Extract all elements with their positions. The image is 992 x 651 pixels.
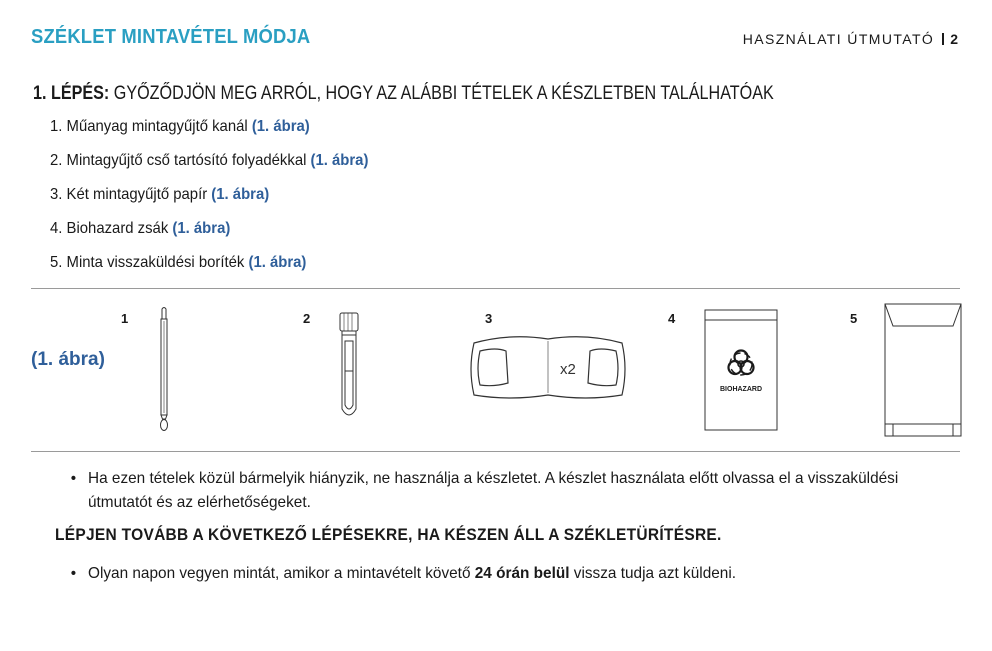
divider-top bbox=[31, 288, 960, 289]
paper-icon bbox=[462, 329, 634, 405]
figure-ref: (1. ábra) bbox=[251, 118, 310, 135]
biohazard-bag-icon bbox=[703, 308, 779, 432]
list-item bbox=[50, 252, 368, 286]
list-item bbox=[50, 150, 368, 184]
figure-number: 4 bbox=[668, 311, 676, 326]
kit-item-list bbox=[50, 116, 392, 286]
bullet-text-before: Olyan napon vegyen mintát, amikor a mintavételt követő bbox=[88, 565, 475, 582]
figure-number: 1 bbox=[121, 311, 129, 326]
item-text: 4. Biohazard zsák bbox=[50, 220, 173, 237]
step-label: 1. LÉPÉS: bbox=[33, 83, 110, 104]
step-title bbox=[33, 83, 774, 105]
list-item bbox=[50, 218, 368, 252]
section-title: SZÉKLET MINTAVÉTEL MÓDJA bbox=[31, 26, 311, 48]
doc-title: HASZNÁLATI ÚTMUTATÓ bbox=[742, 31, 935, 47]
item-text: 5. Minta visszaküldési boríték bbox=[50, 254, 249, 271]
bag-label: BIOHAZARD bbox=[720, 386, 762, 393]
divider-bottom bbox=[31, 451, 960, 452]
bullet-text-after: vissza tudja azt küldeni. bbox=[569, 565, 736, 582]
list-item bbox=[50, 116, 368, 150]
item-text: 1. Műanyag mintagyűjtő kanál bbox=[50, 118, 252, 135]
figure-ref: (1. ábra) bbox=[310, 152, 369, 169]
page-header bbox=[743, 31, 958, 47]
step-text: GYŐZŐDJÖN MEG ARRÓL, HOGY AZ ALÁBBI TÉTELEK A KÉSZLETBEN TALÁLHATÓAK bbox=[109, 83, 774, 104]
bullet-text-bold: 24 órán belül bbox=[474, 565, 570, 582]
figure-ref: (1. ábra) bbox=[211, 186, 270, 203]
bullet-text: Ha ezen tételek közül bármelyik hiányzik, ne használja a készletet. A készlet használata előtt olvassa el a visszaküldési útmutatót és az elérhetőségeket. bbox=[88, 470, 899, 511]
figure-ref: (1. ábra) bbox=[248, 254, 307, 271]
paper-count: x2 bbox=[560, 361, 576, 378]
figure-ref: (1. ábra) bbox=[172, 220, 231, 237]
figure-number: 5 bbox=[850, 311, 858, 326]
scoop-icon bbox=[152, 305, 176, 435]
page-number: 2 bbox=[950, 31, 958, 47]
figure-number: 3 bbox=[485, 311, 493, 326]
bullet-dot: • bbox=[70, 470, 77, 487]
item-text: 3. Két mintagyűjtő papír bbox=[50, 186, 212, 203]
header-separator bbox=[942, 33, 944, 45]
bullet-dot: • bbox=[70, 565, 77, 582]
tube-icon bbox=[334, 309, 364, 425]
next-steps-heading: LÉPJEN TOVÁBB A KÖVETKEZŐ LÉPÉSEKRE, HA KÉSZEN ÁLL A SZÉKLETÜRÍTÉSRE. bbox=[55, 526, 722, 544]
list-item bbox=[50, 184, 368, 218]
item-text: 2. Mintagyűjtő cső tartósító folyadékkal bbox=[50, 152, 311, 169]
envelope-icon bbox=[883, 302, 963, 438]
warning-bullet bbox=[70, 467, 914, 515]
figure-number: 2 bbox=[303, 311, 311, 326]
timing-bullet bbox=[70, 562, 914, 586]
figure-label: (1. ábra) bbox=[31, 349, 105, 370]
